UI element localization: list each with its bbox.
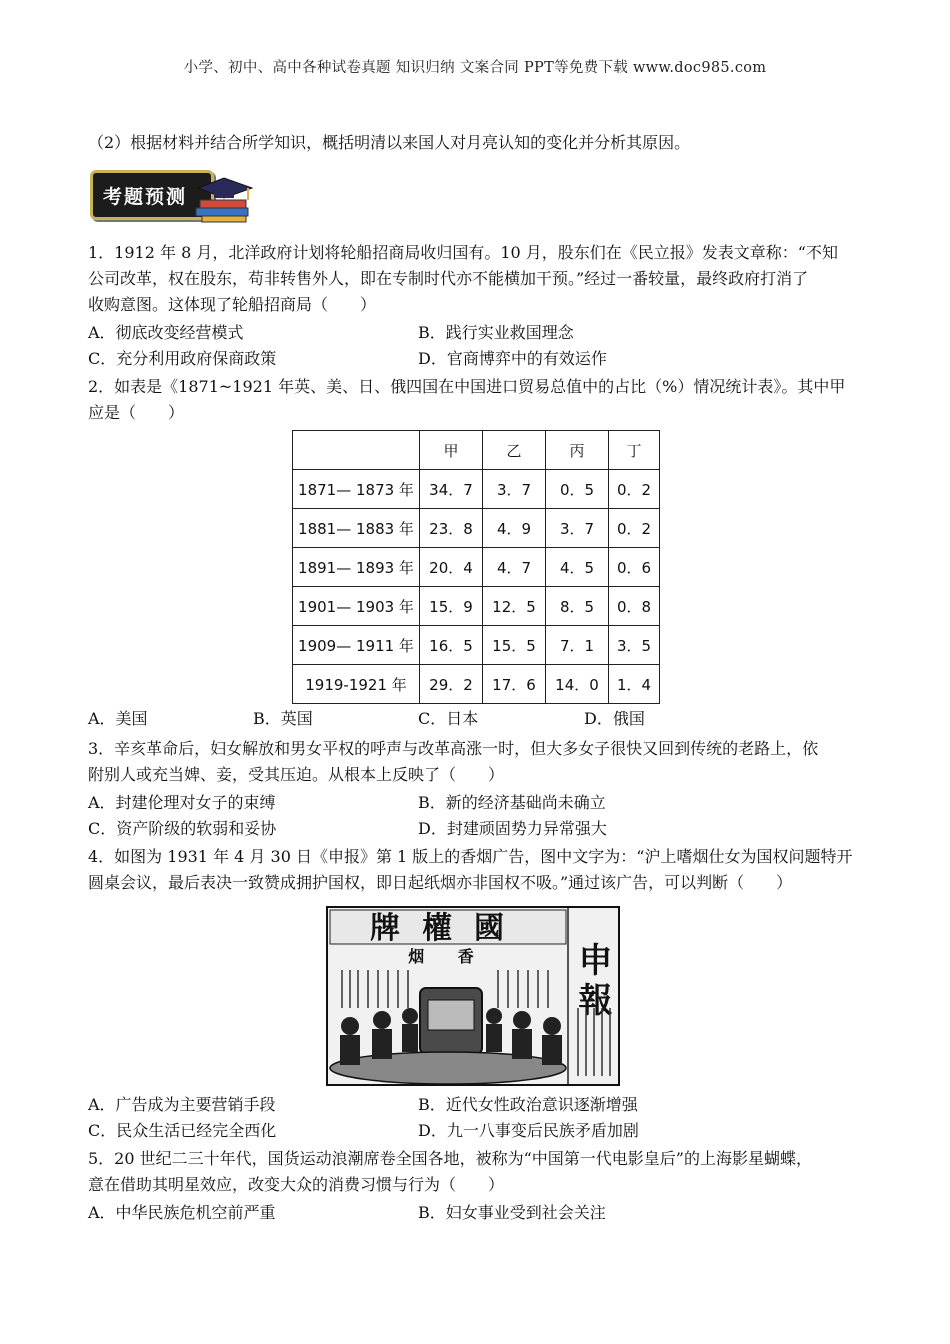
q1-line-2: 公司改革，权在股东，苟非转售外人，即在专制时代亦不能横加干预。”经过一番较量，最终政府打消了 (88, 269, 809, 288)
table-cell: 15．9 (420, 587, 483, 626)
q3-option-b: B．新的经济基础尚未确立 (418, 793, 606, 812)
trade-share-table (292, 430, 660, 704)
q3-option-d: D．封建顽固势力异常强大 (418, 819, 607, 838)
q5-option-b: B．妇女事业受到社会关注 (418, 1203, 606, 1222)
q2-option-a: A．美国 (88, 709, 148, 728)
table-header-cell: 丁 (609, 431, 660, 470)
table-row (293, 548, 660, 587)
table-cell: 20．4 (420, 548, 483, 587)
q4-option-b: B．近代女性政治意识逐渐增强 (418, 1095, 638, 1114)
q1-line-1: 1．1912 年 8 月，北洋政府计划将轮船招商局收归国有。10 月，股东们在《民立报》发表文章称：“不知 (88, 243, 838, 262)
table-header-row (293, 431, 660, 470)
table-header-cell: 乙 (483, 431, 546, 470)
q4-option-a: A．广告成为主要营销手段 (88, 1095, 276, 1114)
table-cell: 0．5 (546, 470, 609, 509)
q1-option-a: A．彻底改变经营模式 (88, 323, 244, 342)
table-cell: 0．8 (609, 587, 660, 626)
q2-option-b: B．英国 (253, 709, 313, 728)
table-cell: 1891— 1893 年 (293, 548, 420, 587)
table-cell: 0．6 (609, 548, 660, 587)
table-header-cell (293, 431, 420, 470)
exam-prediction-badge (88, 166, 256, 224)
cigarette-advertisement-image (326, 906, 620, 1086)
table-cell: 1901— 1903 年 (293, 587, 420, 626)
table-cell: 1．4 (609, 665, 660, 704)
table-cell: 15．5 (483, 626, 546, 665)
table-cell: 23．8 (420, 509, 483, 548)
table-header-cell: 甲 (420, 431, 483, 470)
q1-option-b: B．践行实业救国理念 (418, 323, 574, 342)
q3-option-c: C．资产阶级的软弱和妥协 (88, 819, 277, 838)
q4-line-2: 圆桌会议，最后表决一致赞成拥护国权，即日起纸烟亦非国权不吸。”通过该广告，可以判断（ ） (88, 873, 793, 892)
table-cell: 14．0 (546, 665, 609, 704)
table-row (293, 470, 660, 509)
q1-option-d: D．官商博弈中的有效运作 (418, 349, 607, 368)
table-cell: 4．7 (483, 548, 546, 587)
q4-option-c: C．民众生活已经完全西化 (88, 1121, 277, 1140)
table-cell: 17．6 (483, 665, 546, 704)
q4-line-1: 4．如图为 1931 年 4 月 30 日《申报》第 1 版上的香烟广告，图中文字为：“沪上嗜烟仕女为国权问题特开 (88, 847, 853, 866)
q2-option-c: C．日本 (418, 709, 479, 728)
q1-line-3: 收购意图。这体现了轮船招商局（ ） (88, 295, 377, 314)
table-cell: 29．2 (420, 665, 483, 704)
badge-label: 考题预测 (103, 186, 188, 208)
table-cell: 16．5 (420, 626, 483, 665)
q1-option-c: C．充分利用政府保商政策 (88, 349, 277, 368)
ad-headline: 牌權國 (370, 911, 526, 946)
ad-masthead: 申報 (572, 942, 612, 1022)
table-cell: 12．5 (483, 587, 546, 626)
q3-line-2: 附别人或充当婢、妾，受其压迫。从根本上反映了（ ） (88, 765, 505, 784)
q2-line-2: 应是（ ） (88, 403, 185, 422)
table-cell: 4．5 (546, 548, 609, 587)
table-cell: 34．7 (420, 470, 483, 509)
table-cell: 3．7 (546, 509, 609, 548)
table-cell: 4．9 (483, 509, 546, 548)
table-row (293, 587, 660, 626)
table-cell: 1871— 1873 年 (293, 470, 420, 509)
table-header-cell: 丙 (546, 431, 609, 470)
table-row (293, 509, 660, 548)
books-graduation-cap-icon (88, 166, 256, 224)
q3-option-a: A．封建伦理对女子的束缚 (88, 793, 276, 812)
table-cell: 1909— 1911 年 (293, 626, 420, 665)
table-cell: 1919-1921 年 (293, 665, 420, 704)
q5-line-1: 5．20 世纪二三十年代，国货运动浪潮席卷全国各地，被称为“中国第一代电影皇后”的上海影星蝴蝶， (88, 1149, 812, 1168)
table-cell: 7．1 (546, 626, 609, 665)
ad-subline: 烟 香 (408, 947, 488, 966)
table-cell: 3．7 (483, 470, 546, 509)
table-cell: 3．5 (609, 626, 660, 665)
table-cell: 1881— 1883 年 (293, 509, 420, 548)
page-header: 小学、初中、高中各种试卷真题 知识归纳 文案合同 PPT等免费下载 www.doc985.com (183, 60, 767, 76)
table-cell: 0．2 (609, 470, 660, 509)
table-row (293, 665, 660, 704)
q3-line-1: 3．辛亥革命后，妇女解放和男女平权的呼声与改革高涨一时，但大多女子很快又回到传统的老路上，依 (88, 739, 819, 758)
q4-option-d: D．九一八事变后民族矛盾加剧 (418, 1121, 639, 1140)
table-cell: 0．2 (609, 509, 660, 548)
q2-line-1: 2．如表是《1871~1921 年英、美、日、俄四国在中国进口贸易总值中的占比（%）情况统计表》。其中甲 (88, 377, 846, 396)
q5-line-2: 意在借助其明星效应，改变大众的消费习惯与行为（ ） (88, 1175, 505, 1194)
table-cell: 8．5 (546, 587, 609, 626)
q2-option-d: D．俄国 (584, 709, 645, 728)
previous-question-part-2: （2）根据材料并结合所学知识，概括明清以来国人对月亮认知的变化并分析其原因。 (88, 133, 691, 152)
q5-option-a: A．中华民族危机空前严重 (88, 1203, 276, 1222)
table-row (293, 626, 660, 665)
